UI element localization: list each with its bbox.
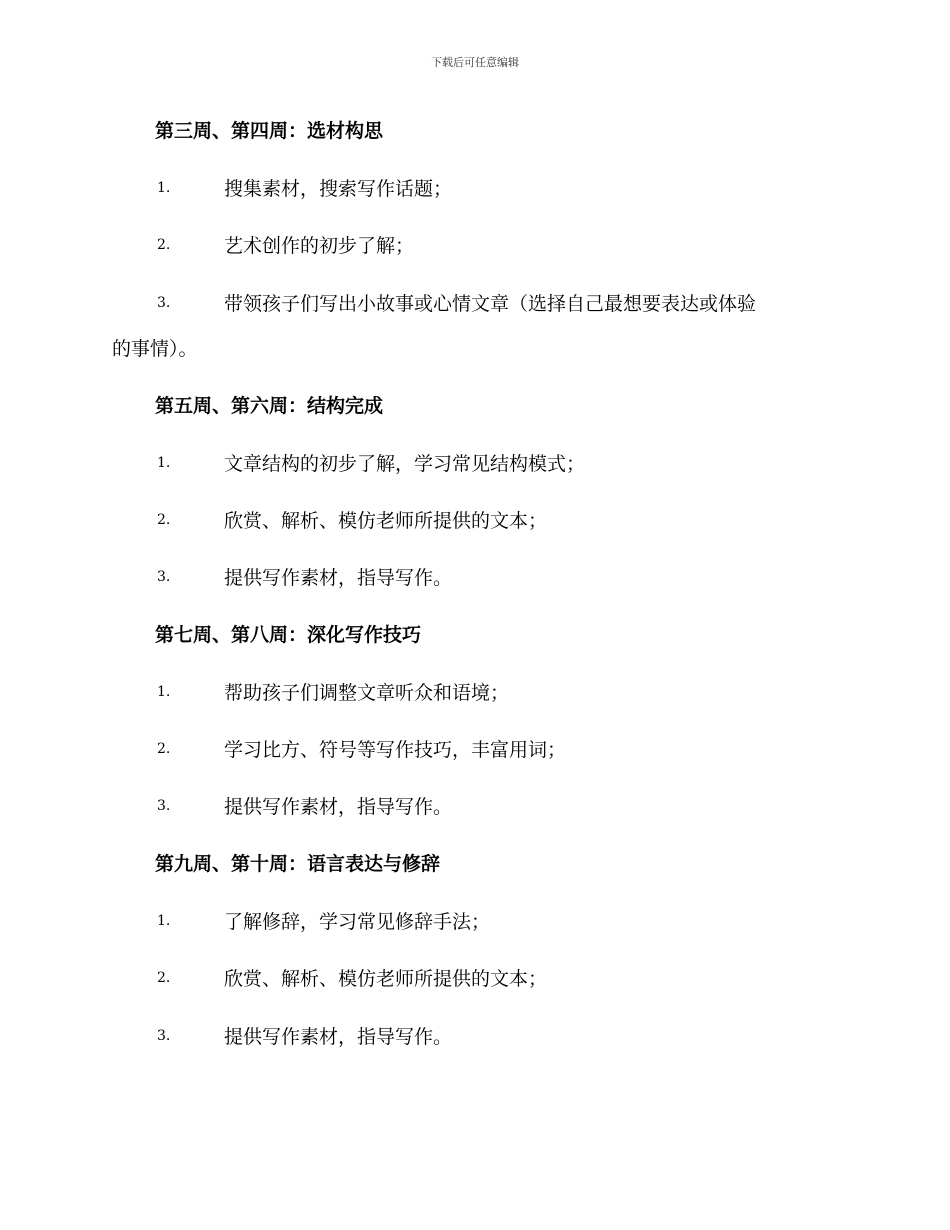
item-text: 搜集素材，搜索写作话题； [224,178,453,200]
list-item [0,735,950,765]
item-number: 3. [157,1028,171,1044]
item-number: 3. [157,798,171,814]
item-number: 3. [157,295,171,311]
list-item [0,907,950,937]
item-text: 学习比方、符号等写作技巧，丰富用词； [224,739,567,761]
item-number: 3. [157,569,171,585]
item-text: 提供写作素材，指导写作。 [224,567,453,589]
list-item [0,964,950,994]
item-number: 2. [157,237,171,253]
item-number: 2. [157,741,171,757]
list-item [0,506,950,536]
section-heading: 第七周、第八周：深化写作技巧 [155,624,422,646]
list-item [0,174,950,204]
section-heading: 第五周、第六周：结构完成 [155,395,384,417]
section-heading: 第三周、第四周：选材构思 [155,120,384,142]
item-text: 欣赏、解析、模仿老师所提供的文本； [224,510,548,532]
list-item [0,449,950,479]
item-text: 提供写作素材，指导写作。 [224,1026,453,1048]
item-text: 帮助孩子们调整文章听众和语境； [224,682,510,704]
item-number: 1. [157,684,171,700]
item-number: 1. [157,180,171,196]
item-text: 欣赏、解析、模仿老师所提供的文本； [224,968,548,990]
list-item [0,231,950,261]
item-text: 文章结构的初步了解，学习常见结构模式； [224,453,586,475]
item-text: 了解修辞，学习常见修辞手法； [224,911,491,933]
list-item [0,1022,950,1052]
item-text: 带领孩子们写出小故事或心情文章（选择自己最想要表达或体验 [224,293,757,315]
item-text: 提供写作素材，指导写作。 [224,796,453,818]
list-item [0,289,950,319]
list-item [0,678,950,708]
item-text: 艺术创作的初步了解； [224,235,415,257]
section-heading: 第九周、第十周：语言表达与修辞 [155,853,441,875]
item-number: 2. [157,970,171,986]
item-number: 1. [157,913,171,929]
item-continuation-text: 的事情）。 [112,338,198,360]
item-number: 1. [157,455,171,471]
item-number: 2. [157,512,171,528]
list-item [0,563,950,593]
list-item [0,792,950,822]
page-header: 下载后可任意编辑 [431,56,519,69]
